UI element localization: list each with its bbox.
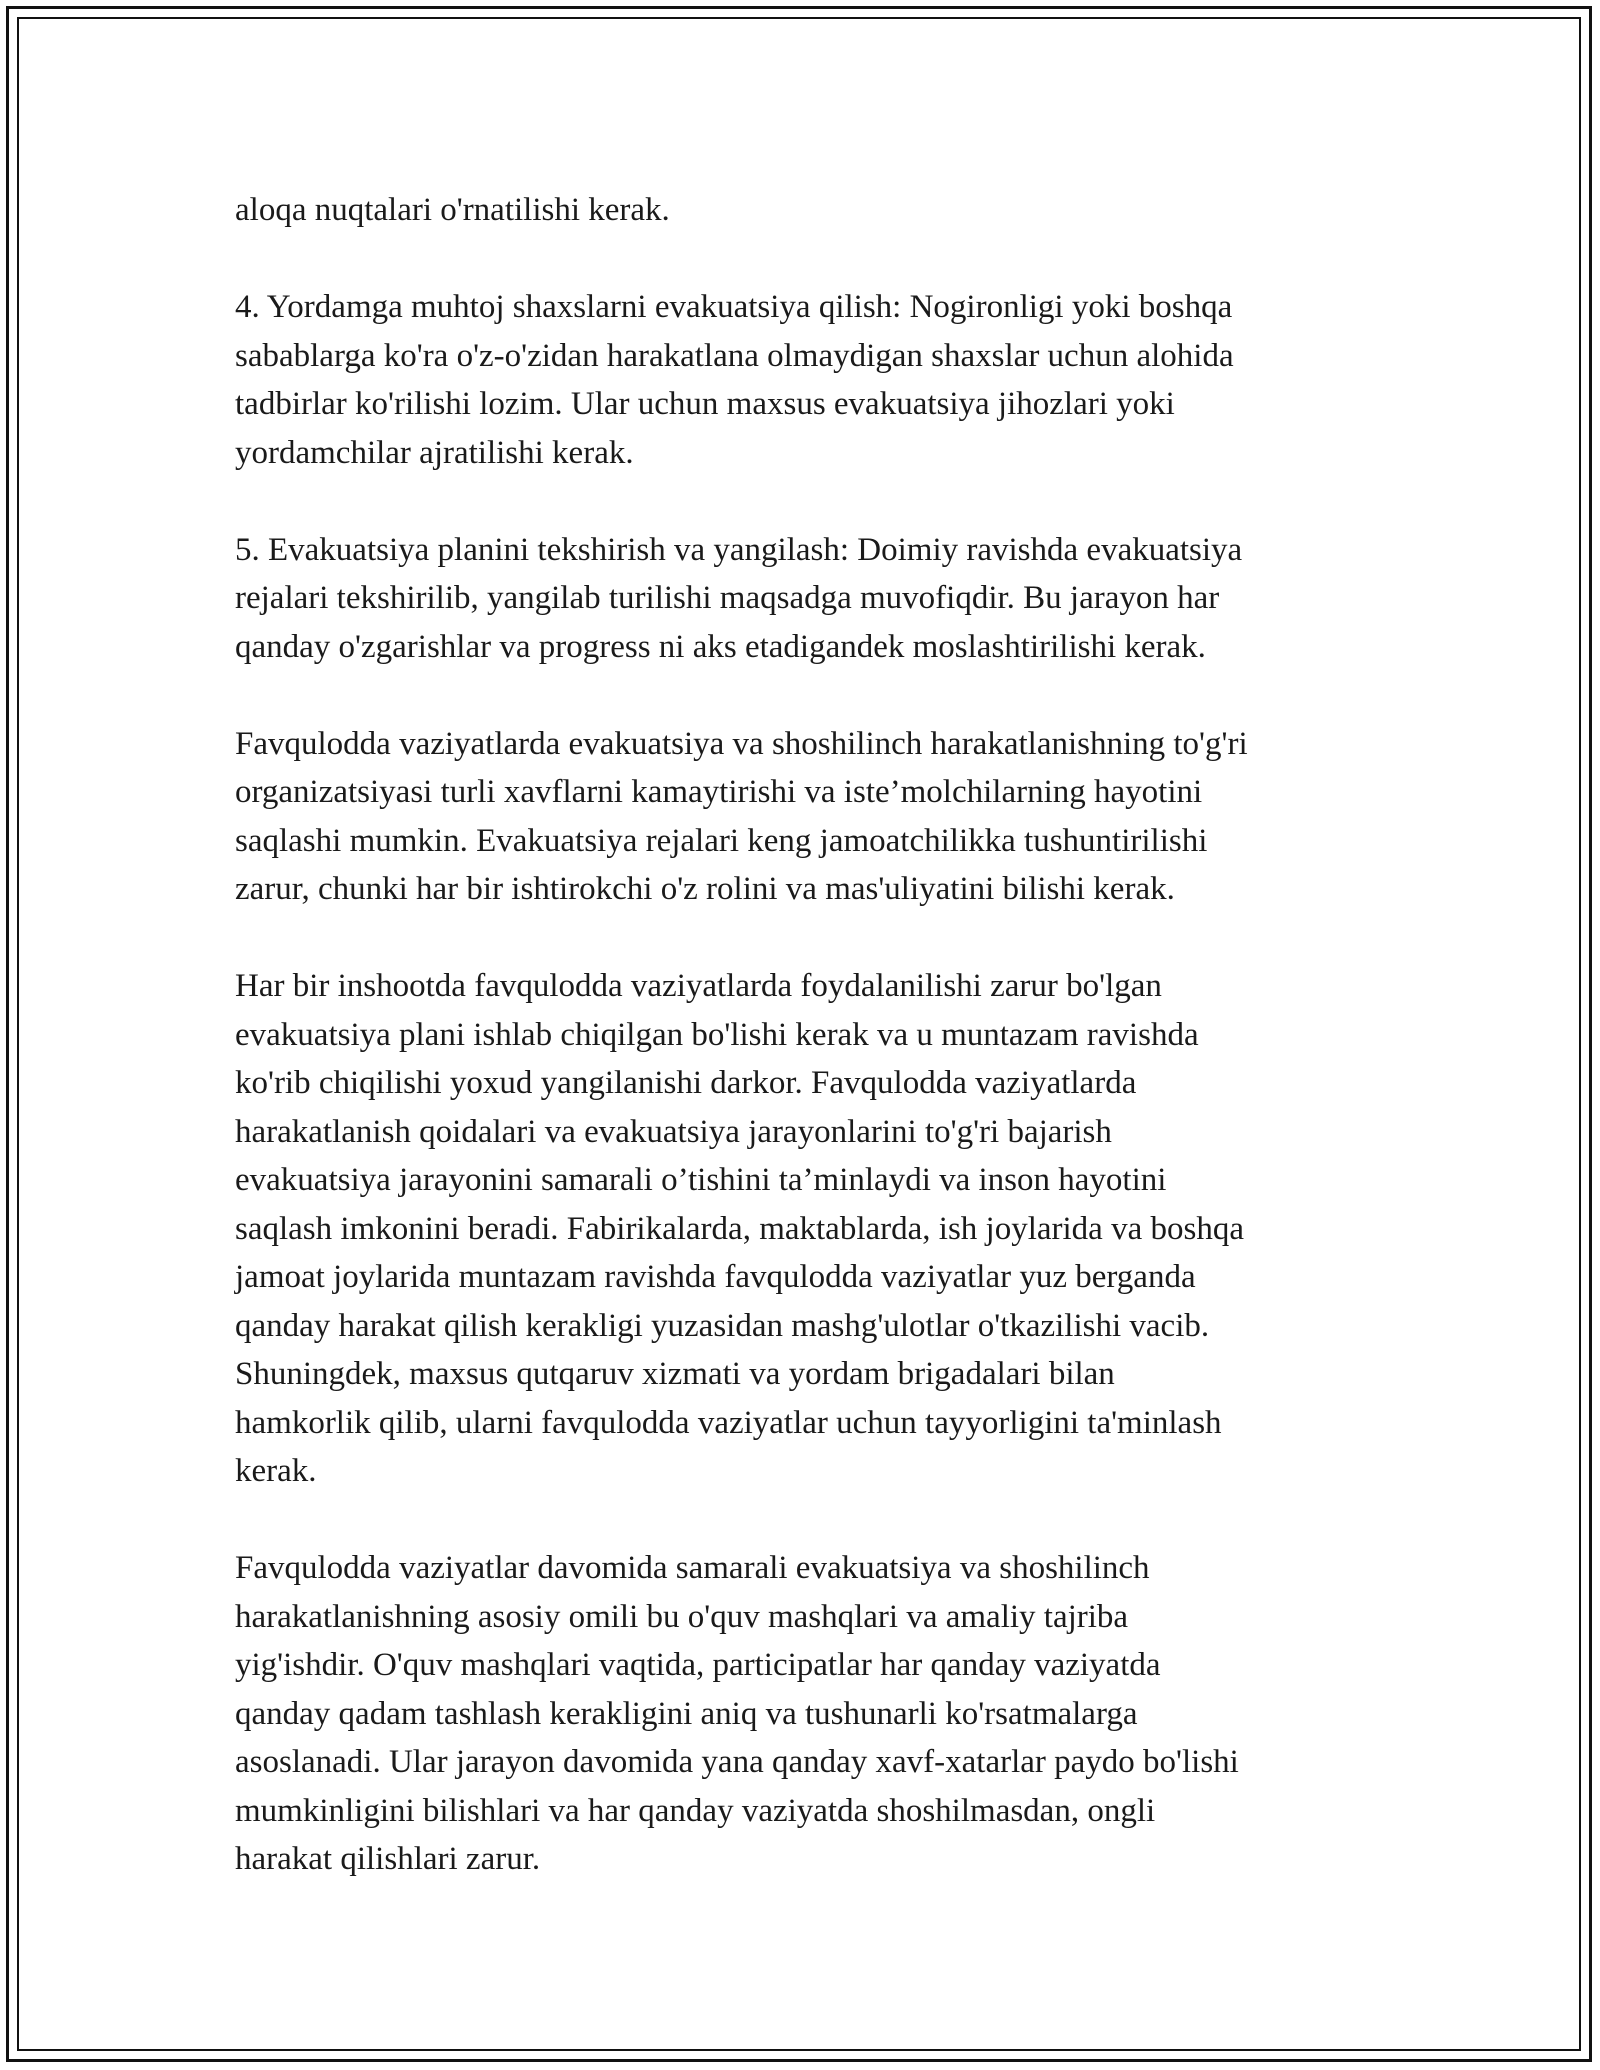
document-body: [235, 186, 1375, 1932]
paragraph-buildings: Har bir inshootda favqulodda vaziyatlarda foydalanilishi zarur bo'lgan evakuatsiya plani ishlab chiqilgan bo'lishi kerak va u muntazam ravishda ko'rib chiqilishi yoxud yangilanishi darkor. Favqulodda vaziyatlarda harakatlanish qoidalari va evakuatsiya jarayonlarini to'g'ri bajarish evakuatsiya jarayonini samarali o’tishini ta’minlaydi va inson hayotini saqlash imkonini beradi. Fabirikalarda, maktablarda, ish joylarida va boshqa jamoat joylarida muntazam ravishda favqulodda vaziyatlar yuz berganda qanday harakat qilish kerakligi yuzasidan mashg'ulotlar o'tkazilishi vacib. Shuningdek, maxsus qutqaruv xizmati va yordam brigadalari bilan hamkorlik qilib, ularni favqulodda vaziyatlar uchun tayyorligini ta'minlash kerak.: [235, 968, 1244, 1489]
paragraph-summary: Favqulodda vaziyatlarda evakuatsiya va shoshilinch harakatlanishning to'g'ri organizatsiyasi turli xavflarni kamaytirishi va iste’molchilarning hayotini saqlashi mumkin. Evakuatsiya rejalari keng jamoatchilikka tushuntirilishi zarur, chunki har bir ishtirokchi o'z rolini va mas'uliyatini bilishi kerak.: [235, 725, 1248, 907]
paragraph-training: Favqulodda vaziyatlar davomida samarali evakuatsiya va shoshilinch harakatlanishning asosiy omili bu o'quv mashqlari va amaliy tajriba yig'ishdir. O'quv mashqlari vaqtida, participatlar har qanday vaziyatda qanday qadam tashlash kerakligini aniq va tushunarli ko'rsatmalarga asoslanadi. Ular jarayon davomida yana qanday xavf-xatarlar paydo bo'lishi mumkinligini bilishlari va har qanday vaziyatda shoshilmasdan, ongli harakat qilishlari zarur.: [235, 1550, 1239, 1877]
paragraph-item-4: 4. Yordamga muhtoj shaxslarni evakuatsiya qilish: Nogironligi yoki boshqa sabablarga ko'ra o'z-o'zidan harakatlana olmaydigan shaxslar uchun alohida tadbirlar ko'rilishi lozim. Ular uchun maxsus evakuatsiya jihozlari yoki yordamchilar ajratilishi kerak.: [235, 289, 1234, 471]
paragraph-item-5: 5. Evakuatsiya planini tekshirish va yangilash: Doimiy ravishda evakuatsiya rejalari tekshirilib, yangilab turilishi maqsadga muvofiqdir. Bu jarayon har qanday o'zgarishlar va progress ni aks etadigandek moslashtirilishi kerak.: [235, 531, 1243, 665]
paragraph-continuation: aloqa nuqtalari o'rnatilishi kerak.: [235, 192, 670, 228]
